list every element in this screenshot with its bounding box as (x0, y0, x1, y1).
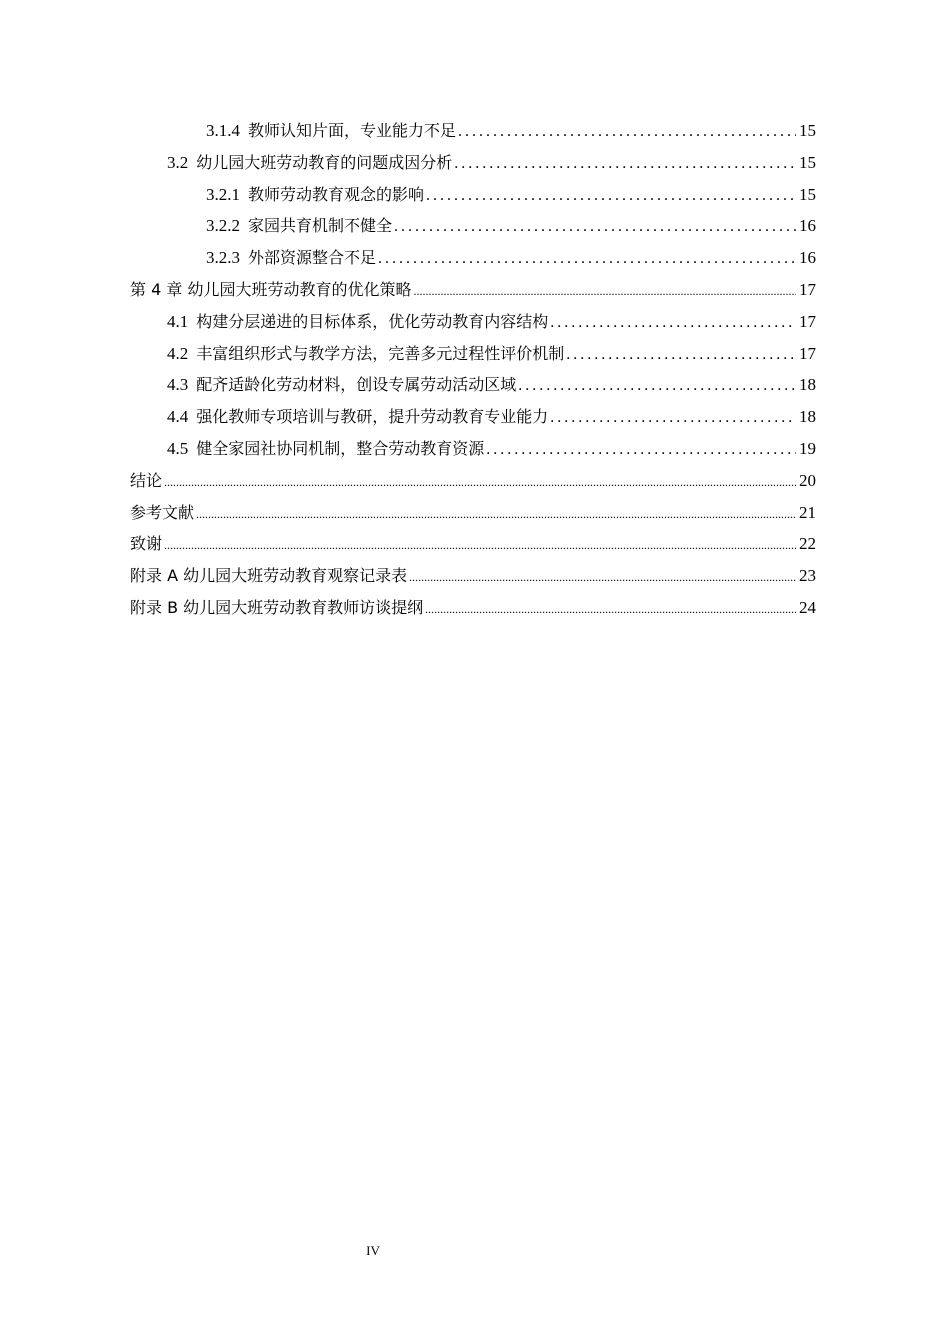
toc-dot-leader (425, 594, 796, 626)
toc-entry-page: 22 (799, 534, 816, 554)
toc-entry[interactable] (130, 210, 816, 242)
toc-entry-page: 15 (799, 184, 816, 204)
page-number-footer: IV (366, 1243, 380, 1258)
toc-entry[interactable] (130, 592, 816, 624)
toc-entry-page: 17 (799, 279, 816, 299)
toc-entry[interactable] (130, 179, 816, 211)
toc-entry[interactable] (130, 274, 816, 306)
toc-dot-leader (550, 307, 796, 339)
toc-dot-leader (486, 434, 796, 466)
toc-entry[interactable] (130, 147, 816, 179)
toc-entry-title: 构建分层递进的目标体系，优化劳动教育内容结构 (196, 311, 549, 331)
toc-dot-leader (394, 211, 796, 243)
toc-entry-page: 16 (799, 216, 816, 236)
toc-entry-page: 17 (799, 343, 816, 363)
toc-entry[interactable] (130, 497, 816, 529)
toc-entry-title: 第 4 章 幼儿园大班劳动教育的优化策略 (130, 279, 412, 299)
toc-entry-title: 参考文献 (130, 502, 195, 522)
toc-entry-title: 强化教师专项培训与教研，提升劳动教育专业能力 (196, 407, 549, 427)
toc-entry-page: 15 (799, 121, 816, 140)
toc-dot-leader (454, 148, 796, 180)
toc-entry-number: 4.2 (167, 343, 189, 363)
toc-dot-leader (196, 499, 796, 531)
toc-dot-leader (378, 243, 796, 275)
toc-entry-title: 附录 B 幼儿园大班劳动教育教师访谈提纲 (130, 597, 424, 617)
toc-entry-page: 21 (799, 502, 816, 522)
toc-entry-number: 3.2.3 (206, 248, 240, 268)
toc-entry[interactable] (130, 465, 816, 497)
toc-entry-number: 3.2.2 (206, 216, 240, 236)
toc-dot-leader (164, 467, 796, 499)
toc-entry-page: 18 (799, 407, 816, 427)
toc-entry-number: 4.1 (167, 311, 189, 331)
toc-entry-number: 4.5 (167, 438, 189, 458)
toc-dot-leader (566, 339, 796, 371)
toc-entry-number: 3.2.1 (206, 184, 240, 204)
toc-entry-page: 20 (799, 470, 816, 490)
toc-entry-title: 致谢 (130, 534, 163, 554)
toc-entry-title: 结论 (130, 470, 163, 490)
toc-dot-leader (458, 116, 796, 148)
toc-entry[interactable] (130, 433, 816, 465)
toc-entry-title: 幼儿园大班劳动教育的问题成因分析 (196, 152, 453, 172)
toc-entry-page: 17 (799, 311, 816, 331)
toc-entry-title: 教师认知片面，专业能力不足 (248, 121, 457, 140)
toc-entry[interactable] (130, 528, 816, 560)
toc-entry-number: 4.3 (167, 375, 189, 395)
toc-entry-page: 18 (799, 375, 816, 395)
toc-entry[interactable] (130, 560, 816, 592)
toc-dot-leader (164, 530, 796, 562)
toc-entry-number: 3.2 (167, 152, 189, 172)
toc-entry-title: 健全家园社协同机制，整合劳动教育资源 (196, 438, 485, 458)
toc-dot-leader (409, 562, 796, 594)
toc-entry-page: 16 (799, 248, 816, 268)
toc-dot-leader (426, 180, 796, 212)
toc-entry-title: 配齐适龄化劳动材料，创设专属劳动活动区域 (196, 375, 517, 395)
toc-entry[interactable] (130, 369, 816, 401)
toc-entry-page: 15 (799, 152, 816, 172)
toc-entry-number: 3.1.4 (206, 121, 240, 140)
toc-dot-leader (413, 276, 796, 308)
toc-entry-page: 23 (799, 566, 816, 586)
toc-entry[interactable] (130, 242, 816, 274)
toc-entry[interactable] (130, 401, 816, 433)
toc-entry-page: 19 (799, 438, 816, 458)
toc-entry[interactable] (130, 338, 816, 370)
toc-entry-title: 教师劳动教育观念的影响 (248, 184, 425, 204)
toc-entry-title: 附录 A 幼儿园大班劳动教育观察记录表 (130, 566, 408, 586)
toc-entry-title: 家园共育机制不健全 (248, 216, 393, 236)
toc-entry[interactable] (130, 306, 816, 338)
toc-dot-leader (550, 402, 796, 434)
toc-entry-title: 外部资源整合不足 (248, 248, 377, 268)
toc-entry-page: 24 (799, 597, 816, 617)
table-of-contents (130, 115, 816, 624)
toc-entry-title: 丰富组织形式与教学方法，完善多元过程性评价机制 (196, 343, 565, 363)
toc-entry[interactable] (130, 115, 816, 147)
toc-entry-number: 4.4 (167, 407, 189, 427)
toc-dot-leader (518, 370, 796, 402)
